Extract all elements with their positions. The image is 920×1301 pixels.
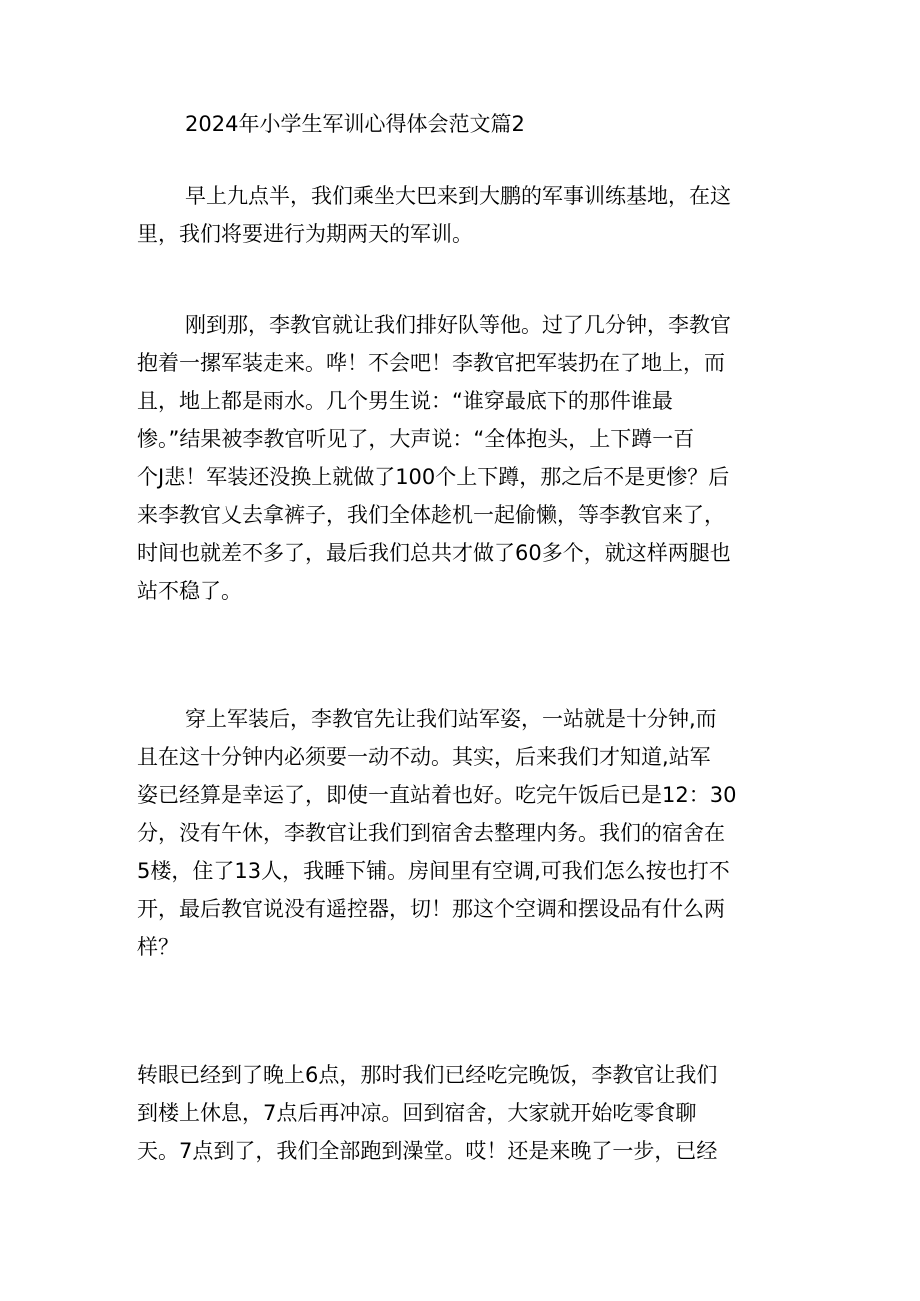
paragraph-line: 时间也就差不多了，最后我们总共才做了60多个，就这样两腿也	[137, 541, 731, 565]
paragraph-line: 抱着一摞军装走来。哗！不会吧！李教官把军装扔在了地上，而	[137, 351, 725, 375]
paragraph-line: 个J悲！军装还没换上就做了100个上下蹲，那之后不是更惨？后	[137, 465, 730, 489]
paragraph-line: 站不稳了。	[137, 579, 242, 603]
paragraph-line: 5楼，住了13人，我睡下铺。房间里有空调,可我们怎么按也打不	[137, 859, 730, 883]
paragraph-line: 里，我们将要进行为期两天的军训。	[137, 222, 473, 246]
paragraph-line: 到楼上休息，7点后再冲凉。回到宿舍，大家就开始吃零食聊	[137, 1101, 697, 1125]
document-title: 2024年小学生军训心得体会范文篇2	[185, 112, 525, 136]
paragraph-line: 天。7点到了，我们全部跑到澡堂。哎！还是来晚了一步，已经	[137, 1139, 718, 1163]
paragraph-line: 穿上军装后，李教官先让我们站军姿，一站就是十分钟,而	[185, 707, 717, 731]
paragraph-line: 惨。”结果被李教官听见了，大声说：“全体抱头，上下蹲一百	[137, 427, 695, 451]
paragraph-line: 来李教官乂去拿裤子，我们全体趁机一起偷懒，等李教官来了，	[137, 503, 725, 527]
paragraph-4	[137, 1056, 787, 1170]
paragraph-line: 开，最后教官说没有遥控器，切！那这个空调和摆设品有什么两	[137, 897, 725, 921]
paragraph-line: 且，地上都是雨水。几个男生说：“谁穿最底下的那件谁最	[137, 389, 673, 413]
paragraph-line: 分，没有午休，李教官让我们到宿舍去整理内务。我们的宿舍在	[137, 821, 725, 845]
paragraph-3	[137, 700, 787, 966]
paragraph-line: 且在这十分钟内必须要一动不动。其实，后来我们才知道,站军	[137, 745, 711, 769]
paragraph-line: 姿已经算是幸运了，即使一直站着也好。吃完午饭后已是12：30	[137, 783, 737, 807]
paragraph-2	[137, 306, 787, 610]
paragraph-line: 早上九点半，我们乘坐大巴来到大鹏的军事训练基地，在这	[185, 184, 731, 208]
paragraph-line: 样？	[137, 935, 179, 959]
paragraph-line: 刚到那，李教官就让我们排好队等他。过了几分钟，李教官	[185, 313, 731, 337]
paragraph-1	[137, 177, 787, 253]
paragraph-line: 转眼已经到了晚上6点，那时我们已经吃完晚饭，李教官让我们	[137, 1063, 718, 1087]
